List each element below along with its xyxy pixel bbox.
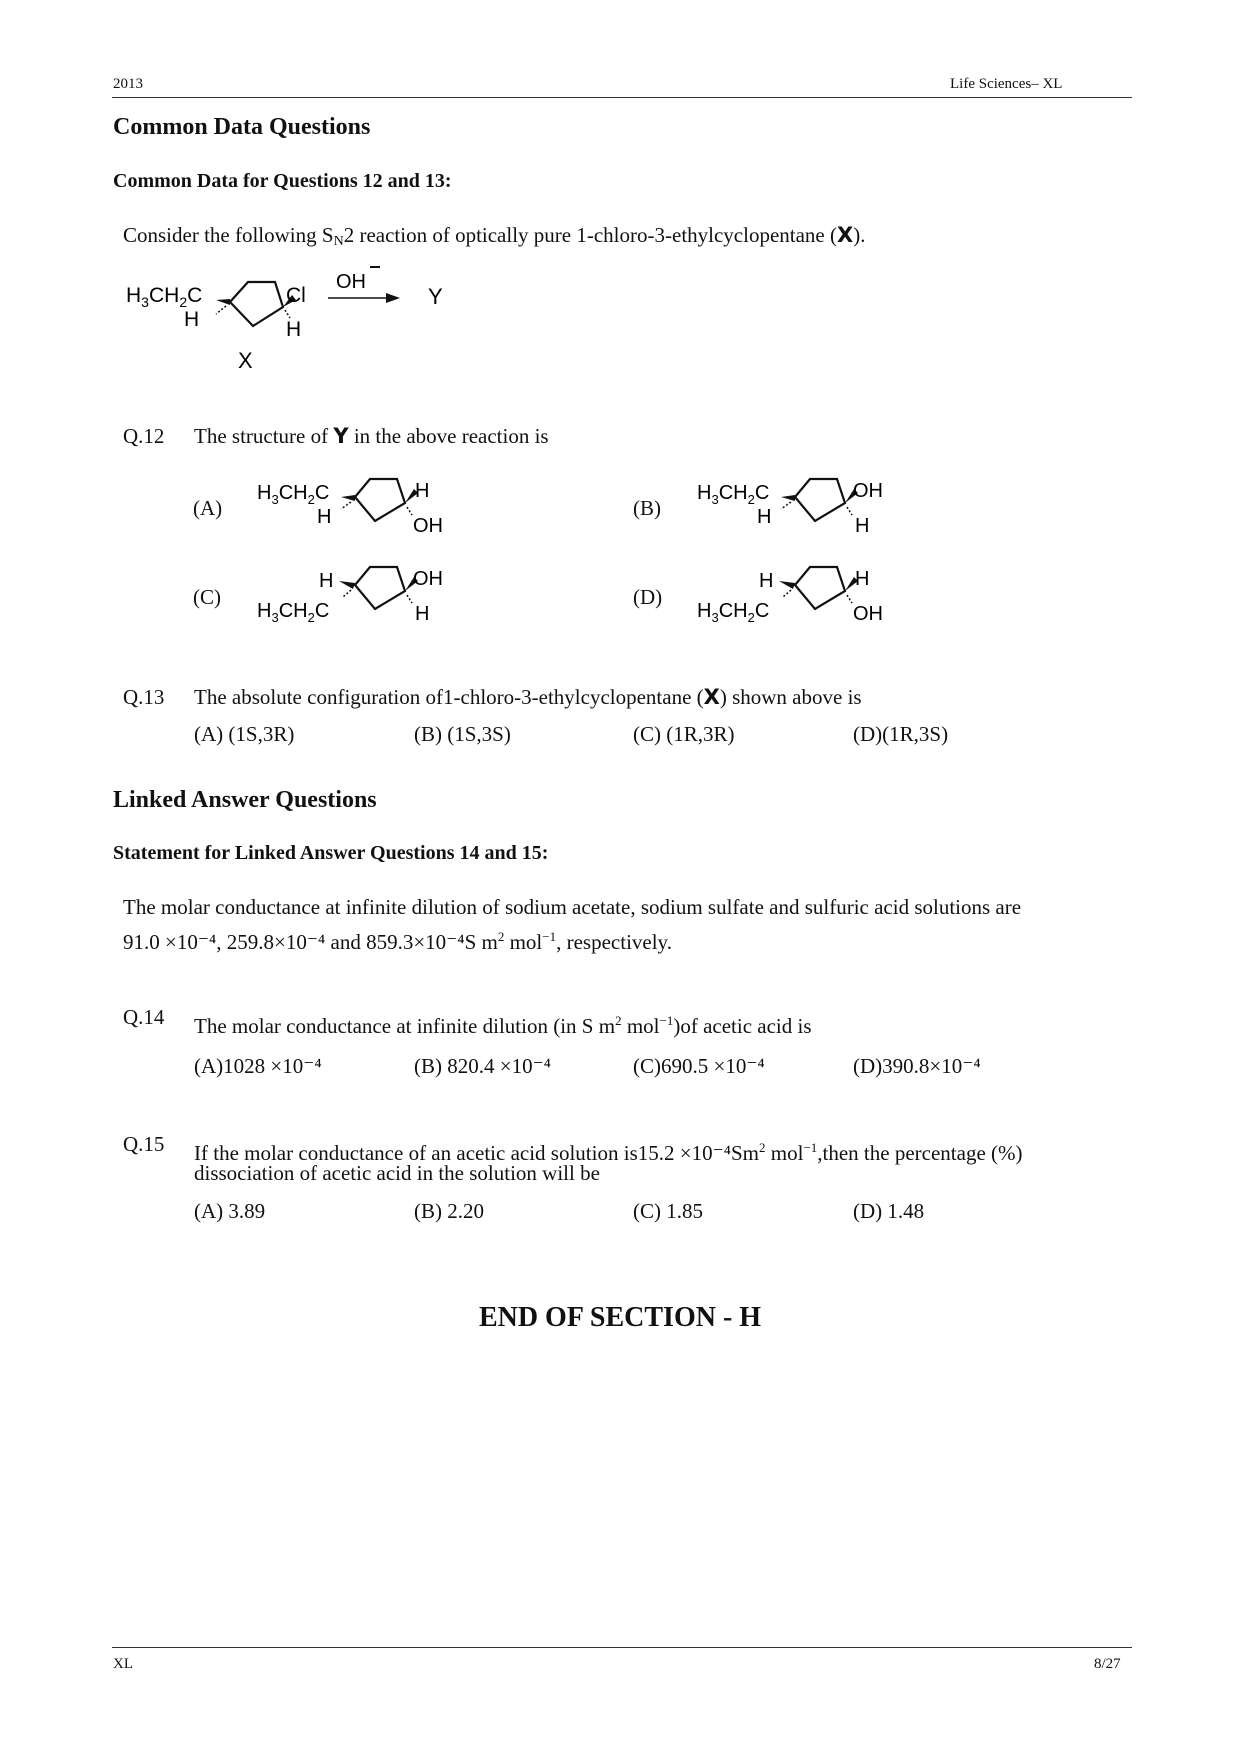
ring — [795, 479, 845, 521]
q12-stem-bold: Y — [333, 424, 349, 448]
q12-option-a-structure[interactable] — [255, 475, 465, 545]
intro-post: ). — [853, 223, 866, 247]
q13-stem-bold: X — [703, 685, 720, 709]
q12-option-c-label[interactable]: (C) — [193, 585, 221, 609]
q14-sup-1: 2 — [615, 1013, 622, 1028]
q14-option-c[interactable]: (C)690.5 ×10⁻⁴ — [633, 1054, 765, 1078]
hash — [783, 590, 791, 597]
common-data-intro — [123, 221, 865, 256]
footer-rule — [112, 1647, 1132, 1648]
arrow-head — [386, 293, 400, 303]
wedge — [339, 581, 355, 589]
q14-sup-2: −1 — [659, 1013, 674, 1028]
q15-sup-2: −1 — [803, 1140, 818, 1155]
footer-code: XL — [113, 1656, 133, 1672]
statement-sup-2: −1 — [542, 929, 557, 944]
q14-option-b[interactable]: (B) 820.4 ×10⁻⁴ — [414, 1054, 551, 1078]
q15-option-a[interactable]: (A) 3.89 — [194, 1199, 266, 1223]
common-data-title: Common Data Questions — [113, 114, 371, 140]
intro-bold: X — [837, 223, 854, 247]
hash — [847, 507, 852, 515]
intro-mid: 2 reaction of optically pure 1-chloro-3-ethylcyclopentane ( — [343, 223, 837, 247]
q12-stem-post: in the above reaction is — [348, 424, 549, 448]
q12-stem-pre: The structure of — [194, 424, 334, 448]
ring — [795, 567, 845, 609]
product-label: Y — [428, 284, 443, 309]
q13-stem — [194, 683, 862, 712]
statement-line2-a: 91.0 ×10⁻⁴, 259.8×10⁻⁴ and 859.3×10⁻⁴S m — [123, 930, 498, 954]
reactant-cl: Cl — [286, 284, 306, 307]
q13-number: Q.13 — [123, 685, 165, 709]
wedge — [341, 495, 355, 501]
end-of-section: END OF SECTION - H — [478, 1302, 762, 1333]
header-year: 2013 — [113, 76, 143, 92]
q15-stem-line-2: dissociation of acetic acid in the solution will be — [194, 1161, 600, 1185]
q15-option-c[interactable]: (C) 1.85 — [633, 1199, 703, 1223]
reagent: OH — [336, 271, 366, 293]
q13-stem-post: ) shown above is — [719, 685, 862, 709]
opt-a-top-left: $H_3CH_2C$ — [257, 482, 330, 507]
opt-a-bottom-left: H — [317, 506, 332, 528]
opt-b-bottom-left: H — [757, 506, 772, 528]
hash — [407, 507, 412, 515]
q14-number: Q.14 — [123, 1005, 165, 1029]
opt-d-top-left: H — [759, 570, 774, 592]
reactant-ethyl-group: $H_3CH_2C$ — [126, 284, 203, 310]
q15-sup-1: 2 — [759, 1140, 766, 1155]
q12-option-a-label[interactable]: (A) — [193, 496, 223, 520]
opt-d-bottom-right: OH — [853, 603, 883, 625]
q12-option-c-structure[interactable] — [255, 563, 465, 633]
reactant-h-right: H — [286, 318, 302, 341]
ring — [355, 567, 405, 609]
opt-d-top-right: H — [855, 568, 870, 590]
q15-stem-a: If the molar conductance of an acetic acid solution is15.2 ×10⁻⁴Sm — [194, 1141, 760, 1165]
statement-line2-c: , respectively. — [556, 930, 672, 954]
wedge — [779, 581, 795, 589]
reactant-h-left: H — [184, 308, 200, 331]
hash — [341, 502, 351, 509]
opt-c-bottom-right: H — [415, 603, 430, 625]
linked-answer-subtitle: Statement for Linked Answer Questions 14 and 15: — [113, 842, 549, 864]
opt-b-top-right: OH — [853, 480, 883, 502]
q13-option-b[interactable]: (B) (1S,3S) — [414, 722, 511, 746]
opt-c-bottom-left: $H_3CH_2C$ — [257, 600, 330, 625]
q13-option-a[interactable]: (A) (1S,3R) — [194, 722, 295, 746]
opt-a-bottom-right: OH — [413, 515, 443, 537]
hash — [343, 590, 351, 597]
opt-b-bottom-right: H — [855, 515, 870, 537]
statement-sup-1: 2 — [497, 929, 505, 944]
q14-option-d[interactable]: (D)390.8×10⁻⁴ — [853, 1054, 981, 1078]
q15-stem-c: ,then the percentage (%) — [817, 1141, 1023, 1165]
q13-option-c[interactable]: (C) (1R,3R) — [633, 722, 735, 746]
q12-stem — [194, 422, 549, 451]
hash — [847, 595, 852, 603]
q15-stem-b: mol — [765, 1141, 804, 1165]
opt-c-top-left: H — [319, 570, 334, 592]
q14-stem — [194, 1006, 812, 1041]
q15-option-b[interactable]: (B) 2.20 — [414, 1199, 484, 1223]
opt-c-top-right: OH — [413, 568, 443, 590]
header-rule — [112, 97, 1132, 98]
q14-stem-a: The molar conductance at infinite dilution (in S m — [194, 1014, 616, 1038]
q12-option-b-structure[interactable] — [695, 475, 905, 545]
opt-a-top-right: H — [415, 480, 430, 502]
wedge-bond-left — [216, 299, 230, 305]
q13-stem-pre: The absolute configuration of1-chloro-3-ethylcyclopentane ( — [194, 685, 704, 709]
ring — [355, 479, 405, 521]
reactant-label: X — [238, 348, 253, 373]
footer-page: 8/27 — [1094, 1656, 1121, 1672]
linked-answer-title: Linked Answer Questions — [113, 787, 377, 813]
common-data-subtitle: Common Data for Questions 12 and 13: — [113, 170, 452, 192]
q12-option-d-label[interactable]: (D) — [633, 585, 663, 609]
opt-d-bottom-left: $H_3CH_2C$ — [697, 600, 770, 625]
cyclopentane-ring — [230, 282, 283, 326]
q12-number: Q.12 — [123, 424, 165, 448]
q15-option-d[interactable]: (D) 1.48 — [853, 1199, 925, 1223]
q15-number: Q.15 — [123, 1132, 165, 1156]
reaction-scheme — [120, 262, 460, 377]
intro-pre: Consider the following S — [123, 223, 334, 247]
hash-bond-right — [285, 310, 290, 318]
q14-stem-b: mol — [621, 1014, 660, 1038]
hash-bond-left — [216, 306, 226, 314]
statement-line2-b: mol — [504, 930, 543, 954]
opt-b-top-left: $H_3CH_2C$ — [697, 482, 770, 507]
q13-option-d[interactable]: (D)(1R,3S) — [853, 722, 949, 746]
hash — [407, 595, 412, 603]
intro-sub: N — [333, 234, 344, 249]
q12-option-b-label[interactable]: (B) — [633, 496, 661, 520]
hash — [781, 502, 791, 509]
header-subject: Life Sciences– XL — [950, 76, 1063, 92]
statement-line-1: The molar conductance at infinite dilution of sodium acetate, sodium sulfate and sulfuric acid solutions are — [123, 895, 1022, 919]
q12-option-d-structure[interactable] — [695, 563, 905, 633]
wedge — [781, 495, 795, 501]
statement-line-2 — [123, 922, 672, 957]
q14-option-a[interactable]: (A)1028 ×10⁻⁴ — [194, 1054, 322, 1078]
q14-stem-c: )of acetic acid is — [673, 1014, 812, 1038]
